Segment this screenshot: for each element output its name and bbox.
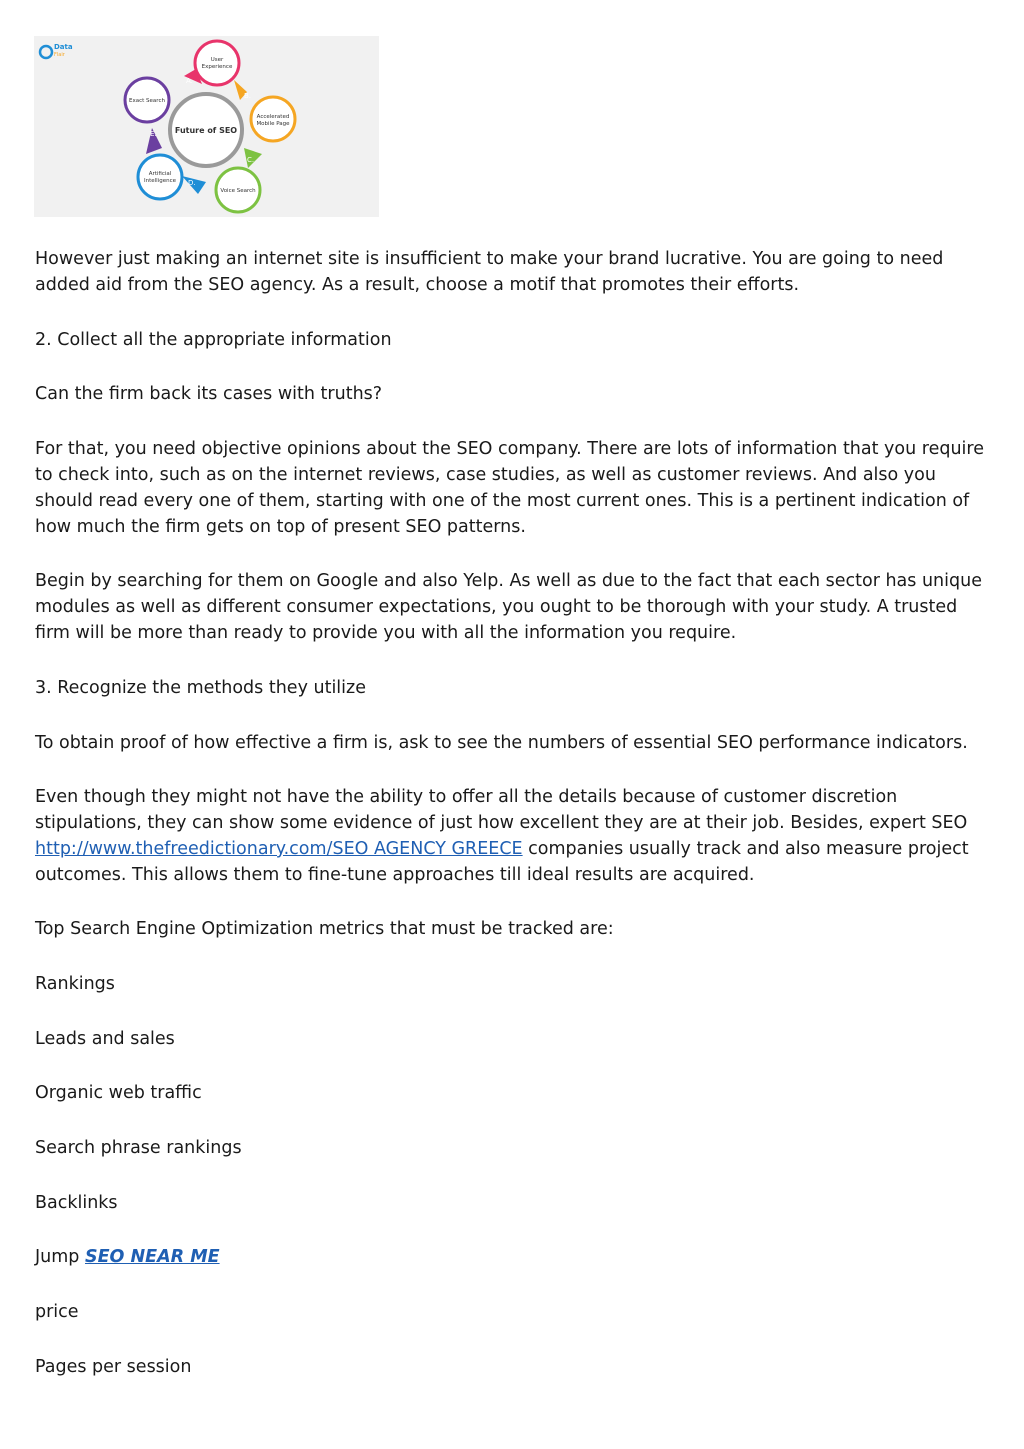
metric-rankings: Rankings xyxy=(35,974,115,994)
heading-recognize-methods: 3. Recognize the methods they utilize xyxy=(35,678,366,698)
seo-near-me-link[interactable]: SEO NEAR ME xyxy=(84,1247,220,1267)
logo xyxy=(40,43,73,58)
node-c-letter: C. xyxy=(247,156,255,164)
center-node xyxy=(170,94,242,166)
node-a-line2: Experience xyxy=(201,64,233,70)
paragraph-search: Begin by searching for them on Google and also Yelp. As well as due to the fact that each sector has unique modules as well as different consumer expectations, you ought to be thorough with your study. A trusted firm will be more than ready to provide you with all the information you require. xyxy=(35,571,982,643)
node-c-line1: Voice Search xyxy=(220,188,256,194)
node-b-letter: B. xyxy=(244,92,252,100)
paragraph-proof: To obtain proof of how effective a firm is, ask to see the numbers of essential SEO performance indicators. xyxy=(35,733,968,753)
logo-text-bottom: Flair xyxy=(54,52,65,58)
node-d-line2: Intelligence xyxy=(143,178,177,184)
metric-backlinks: Backlinks xyxy=(35,1193,118,1213)
node-b-line2: Mobile Page xyxy=(256,121,290,127)
paragraph-intro: However just making an internet site is insufficient to make your brand lucrative. You are going to need added aid from the SEO agency. As a result, choose a motif that promotes their efforts. xyxy=(35,249,944,295)
metric-jump xyxy=(35,1244,995,1270)
metric-price: price xyxy=(35,1302,79,1322)
freedictionary-link[interactable]: http://www.thefreedictionary.com/SEO AGENCY GREECE xyxy=(35,839,523,859)
paragraph-evidence xyxy=(35,784,995,888)
node-b-line1: Accelerated xyxy=(256,114,290,120)
paragraph-evidence-text-after: companies usually track and also measure project outcomes. This allows them to fine-tune approaches till ideal results are acquired. xyxy=(35,839,969,885)
node-e xyxy=(125,78,169,138)
seo-diagram xyxy=(34,36,379,217)
metric-jump-text: Jump xyxy=(35,1247,85,1267)
node-a-letter: A. xyxy=(186,77,193,85)
node-c xyxy=(216,156,260,212)
node-d-letter: D. xyxy=(188,179,196,187)
center-label: Future of SEO xyxy=(174,126,238,135)
paragraph-question: Can the firm back its cases with truths? xyxy=(35,384,383,404)
node-e-letter: E. xyxy=(150,130,157,138)
paragraph-metrics-intro: Top Search Engine Optimization metrics that must be tracked are: xyxy=(35,919,614,939)
metric-pages-per-session: Pages per session xyxy=(35,1357,192,1377)
paragraph-reviews: For that, you need objective opinions about the SEO company. There are lots of information that you require to check into, such as on the internet reviews, case studies, as well as customer reviews. And also you should read every one of them, starting with one of the most current ones. This is a pertinent indication of how much the firm gets on top of present SEO patterns. xyxy=(35,439,984,537)
logo-text-top: Data xyxy=(54,43,73,51)
metric-search-phrase-rankings: Search phrase rankings xyxy=(35,1138,242,1158)
paragraph-evidence-text-before: Even though they might not have the ability to offer all the details because of customer discretion stipulations, they can show some evidence of just how excellent they are at their job. Besides, expert SEO xyxy=(35,787,968,833)
metric-organic-traffic: Organic web traffic xyxy=(35,1083,202,1103)
node-a-line1: User xyxy=(210,57,224,63)
metric-leads-sales: Leads and sales xyxy=(35,1029,175,1049)
node-e-line1: Exact Search xyxy=(129,98,165,104)
node-d-line1: Artificial xyxy=(148,171,172,177)
future-of-seo-figure xyxy=(34,36,379,217)
node-b xyxy=(244,92,295,141)
heading-collect-information: 2. Collect all the appropriate information xyxy=(35,330,392,350)
